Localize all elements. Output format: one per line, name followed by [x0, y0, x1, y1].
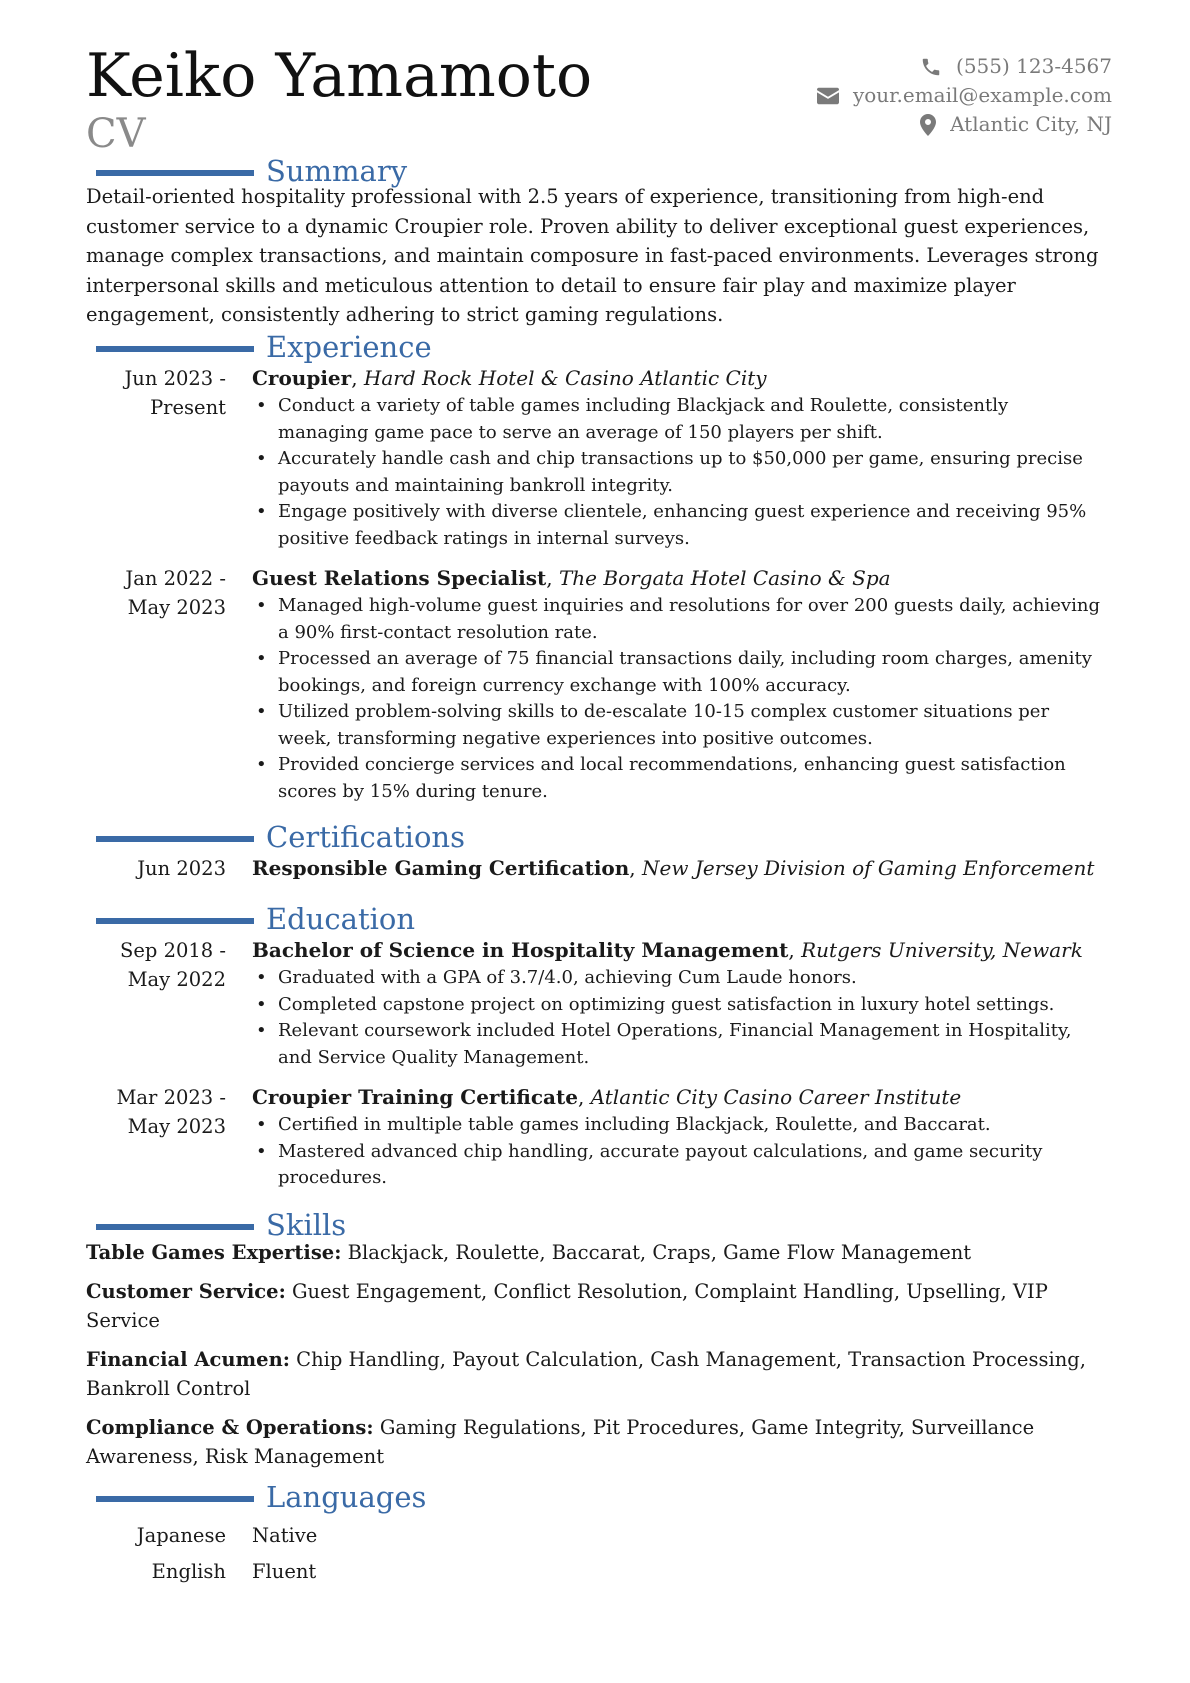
entry-org: Atlantic City Casino Career Institute — [590, 1085, 962, 1109]
entry-bullets — [252, 393, 1114, 552]
entry-date: Jun 2023 — [137, 857, 226, 880]
skill-label: Compliance & Operations: — [86, 1416, 374, 1439]
contact-email — [817, 81, 1112, 110]
entry-org: New Jersey Division of Gaming Enforcement — [642, 856, 1095, 880]
list-item: • Certified in multiple table games including Blackjack, Roulette, and Baccarat. — [278, 1112, 1114, 1139]
entry-org: Hard Rock Hotel & Casino Atlantic City — [363, 366, 767, 390]
experience-entry — [86, 364, 1114, 552]
section-header — [86, 1206, 1114, 1246]
section-accent-bar — [96, 346, 254, 352]
entry-org: Rutgers University, Newark — [801, 938, 1083, 962]
list-item: • Graduated with a GPA of 3.7/4.0, achieving Cum Laude honors. — [278, 965, 1114, 992]
contact-phone — [817, 52, 1112, 81]
entry-heading: Croupier, Hard Rock Hotel & Casino Atlantic City — [252, 366, 767, 390]
education-entry — [86, 1083, 1114, 1192]
entry-date: Sep 2018 - May 2022 — [120, 939, 226, 991]
skill-label: Financial Acumen: — [86, 1348, 290, 1371]
summary-section — [86, 152, 1114, 330]
list-item: • Utilized problem-solving skills to de-escalate 10-15 complex customer situations per week, transforming negative experiences into positive outcomes. — [278, 699, 1114, 752]
entry-date: Jan 2022 - May 2023 — [125, 567, 226, 619]
list-item: • Processed an average of 75 financial transactions daily, including room charges, amenity bookings, and foreign currency exchange with 100% accuracy. — [278, 646, 1114, 699]
entry-bullets — [252, 1112, 1114, 1192]
skill-label: Customer Service: — [86, 1280, 286, 1303]
list-item: • Managed high-volume guest inquiries and resolutions for over 200 guests daily, achieving a 90% first-contact resolution rate. — [278, 593, 1114, 646]
section-title: Skills — [266, 1208, 347, 1242]
document-subtitle: CV — [86, 111, 146, 157]
section-accent-bar — [96, 170, 254, 176]
candidate-name: Keiko Yamamoto — [86, 41, 593, 111]
section-accent-bar — [96, 1496, 254, 1502]
entry-bullets — [252, 965, 1114, 1071]
phone-icon — [920, 56, 942, 78]
experience-section — [86, 328, 1114, 817]
entry-degree: Bachelor of Science in Hospitality Management — [252, 938, 789, 962]
contact-block — [817, 52, 1112, 139]
language-level: Native — [252, 1524, 318, 1547]
language-name: Japanese — [136, 1524, 226, 1547]
entry-heading: Responsible Gaming Certification, New Jersey Division of Gaming Enforcement — [252, 856, 1095, 880]
language-row — [86, 1554, 1114, 1590]
education-entry — [86, 936, 1114, 1071]
contact-location — [817, 110, 1112, 139]
list-item: • Mastered advanced chip handling, accurate payout calculations, and game security procedures. — [278, 1139, 1114, 1192]
experience-entry — [86, 564, 1114, 805]
section-header — [86, 818, 1114, 858]
skill-value: Guest Engagement, Conflict Resolution, Complaint Handling, Upselling, VIP Service — [86, 1280, 1048, 1332]
entry-role: Guest Relations Specialist — [252, 566, 547, 590]
section-title: Certifications — [266, 820, 465, 854]
language-level: Fluent — [252, 1560, 317, 1583]
entry-heading: Bachelor of Science in Hospitality Management, Rutgers University, Newark — [252, 938, 1083, 962]
language-row — [86, 1518, 1114, 1554]
education-section — [86, 900, 1114, 1204]
certification-name: Responsible Gaming Certification — [252, 856, 630, 880]
entry-degree: Croupier Training Certificate — [252, 1085, 578, 1109]
map-pin-icon — [920, 114, 936, 136]
section-accent-bar — [96, 836, 254, 842]
skill-row — [86, 1277, 1114, 1335]
section-title: Languages — [266, 1480, 427, 1514]
list-item: • Accurately handle cash and chip transactions up to $50,000 per game, ensuring precise payouts and maintaining bankroll integrity. — [278, 446, 1114, 499]
section-header — [86, 328, 1114, 368]
entry-heading: Guest Relations Specialist, The Borgata Hotel Casino & Spa — [252, 566, 891, 590]
skill-label: Table Games Expertise: — [86, 1241, 342, 1264]
list-item: • Completed capstone project on optimizing guest satisfaction in luxury hotel settings. — [278, 992, 1114, 1019]
section-header — [86, 900, 1114, 940]
section-accent-bar — [96, 918, 254, 924]
skill-row — [86, 1345, 1114, 1403]
skill-value: Chip Handling, Payout Calculation, Cash Management, Transaction Processing, Bankroll Control — [86, 1348, 1086, 1400]
list-item: • Conduct a variety of table games including Blackjack and Roulette, consistently managing game pace to serve an average of 150 players per shift. — [278, 393, 1114, 446]
language-name: English — [151, 1560, 226, 1583]
phone-number[interactable]: (555) 123-4567 — [956, 54, 1112, 78]
section-title: Experience — [266, 330, 432, 364]
email-address[interactable]: your.email@example.com — [852, 83, 1112, 107]
skill-value: Blackjack, Roulette, Baccarat, Craps, Game Flow Management — [347, 1241, 972, 1264]
section-title: Summary — [266, 154, 408, 188]
location: Atlantic City, NJ — [950, 112, 1112, 136]
entry-role: Croupier — [252, 366, 352, 390]
skills-section — [86, 1206, 1114, 1481]
list-item: • Engage positively with diverse clientele, enhancing guest experience and receiving 95% positive feedback ratings in internal surveys. — [278, 499, 1114, 552]
skill-row — [86, 1413, 1114, 1471]
skill-value: Gaming Regulations, Pit Procedures, Game Integrity, Surveillance Awareness, Risk Management — [86, 1416, 1035, 1468]
list-item: • Provided concierge services and local recommendations, enhancing guest satisfaction scores by 15% during tenure. — [278, 752, 1114, 805]
section-header — [86, 152, 1114, 192]
entry-org: The Borgata Hotel Casino & Spa — [558, 566, 891, 590]
certification-entry — [86, 854, 1114, 883]
entry-date: Mar 2023 - May 2023 — [116, 1086, 226, 1138]
summary-text: Detail-oriented hospitality professional with 2.5 years of experience, transitioning from high-end customer service to a dynamic Croupier role. Proven ability to deliver exceptional guest experiences, manage complex transactions, and maintain composure in fast-paced environments. Leverages strong interpersonal skills and meticulous attention to detail to ensure fair play and maximize player engagement, consistently adhering to strict gaming regulations. — [86, 185, 1099, 326]
entry-bullets — [252, 593, 1114, 805]
certifications-section — [86, 818, 1114, 895]
envelope-icon — [817, 87, 839, 105]
entry-date: Jun 2023 - Present — [124, 367, 226, 419]
list-item: • Relevant coursework included Hotel Operations, Financial Management in Hospitality, and Service Quality Management. — [278, 1018, 1114, 1071]
section-header — [86, 1478, 1114, 1518]
entry-heading: Croupier Training Certificate, Atlantic City Casino Career Institute — [252, 1085, 962, 1109]
section-accent-bar — [96, 1224, 254, 1230]
section-title: Education — [266, 902, 416, 936]
languages-section — [86, 1478, 1114, 1590]
